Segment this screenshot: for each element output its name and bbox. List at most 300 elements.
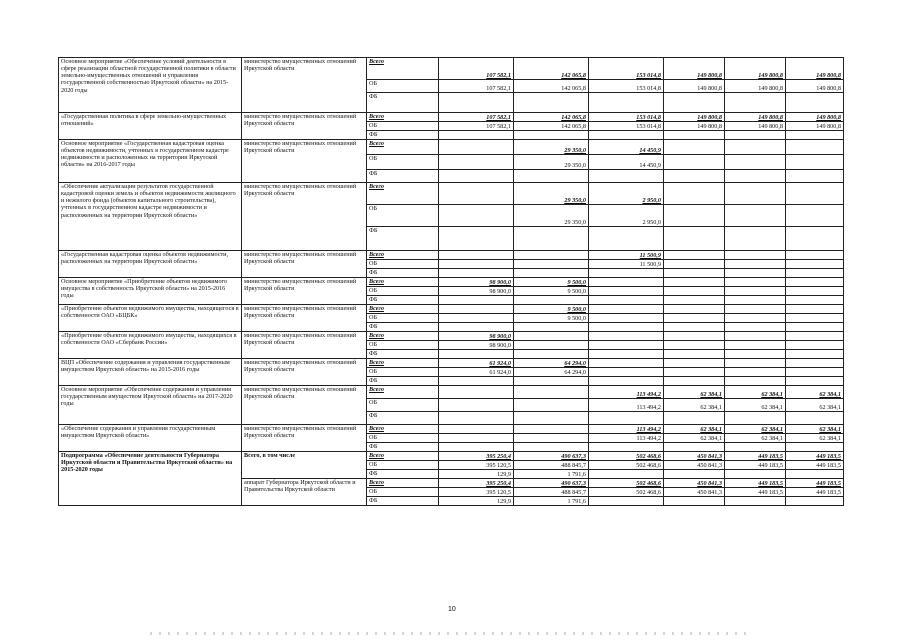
funding-source-cell: ФБ [367, 269, 439, 278]
amount-cell [664, 227, 725, 251]
funding-source-cell: Всего [367, 305, 439, 314]
responsible-cell: министерство имущественных отношений Иркутской области [242, 113, 367, 140]
amount-cell [514, 386, 589, 399]
amount-cell: 29 350,0 [514, 183, 589, 205]
amount-cell: 62 384,1 [664, 399, 725, 412]
amount-cell: 107 582,1 [439, 122, 514, 131]
amount-cell: 62 384,1 [664, 386, 725, 399]
amount-cell: 11 500,9 [589, 260, 664, 269]
amount-cell [786, 332, 844, 341]
amount-cell [439, 251, 514, 260]
amount-cell [725, 497, 786, 506]
amount-cell [786, 368, 844, 377]
funding-source-cell: ФБ [367, 93, 439, 113]
amount-cell [786, 205, 844, 227]
amount-cell [514, 341, 589, 350]
amount-cell [589, 359, 664, 368]
funding-source-cell: ОБ [367, 341, 439, 350]
amount-cell [664, 305, 725, 314]
table-row [59, 113, 844, 122]
amount-cell: 502 468,6 [589, 452, 664, 461]
amount-cell: 149 800,8 [664, 122, 725, 131]
amount-cell [439, 386, 514, 399]
amount-cell [786, 170, 844, 183]
amount-cell [664, 93, 725, 113]
amount-cell [589, 278, 664, 287]
amount-cell [664, 323, 725, 332]
amount-cell: 113 494,2 [589, 386, 664, 399]
table-row [59, 58, 844, 80]
funding-source-cell: ОБ [367, 205, 439, 227]
funding-source-cell: Всего [367, 113, 439, 122]
amount-cell: 488 845,7 [514, 488, 589, 497]
amount-cell [514, 332, 589, 341]
amount-cell: 107 582,1 [439, 80, 514, 93]
amount-cell: 64 294,0 [514, 359, 589, 368]
amount-cell [439, 305, 514, 314]
responsible-cell: министерство имущественных отношений Иркутской области [242, 251, 367, 278]
amount-cell: 98 900,0 [439, 278, 514, 287]
activity-name-cell: Основное мероприятие «Государственная кадастровая оценка объектов недвижимости, учтенных в государственном кадастре недвижимости и расположенных на территории Иркутской области» на 2016-2017 годы [59, 140, 242, 183]
amount-cell [664, 296, 725, 305]
amount-cell: 502 468,6 [589, 479, 664, 488]
activity-name-cell: Основное мероприятие «Обеспечение содержания и управления государственным имуществом Иркутской области» на 2017-2020 годы [59, 386, 242, 425]
amount-cell: 129,9 [439, 470, 514, 479]
amount-cell [439, 93, 514, 113]
amount-cell: 450 841,3 [664, 488, 725, 497]
table-row [59, 386, 844, 399]
amount-cell [514, 227, 589, 251]
amount-cell [664, 497, 725, 506]
activity-name-cell: «Приобретение объектов недвижимого имущества, находящегося в собственности ОАО «БЦБК» [59, 305, 242, 332]
amount-cell [725, 377, 786, 386]
amount-cell: 62 384,1 [725, 399, 786, 412]
amount-cell [664, 155, 725, 170]
amount-cell: 29 350,0 [514, 205, 589, 227]
activity-name-cell: Подпрограмма «Обеспечение деятельности Губернатора Иркутской области и Правительства Иркутской области» на 2015-2020 годы [59, 452, 242, 506]
amount-cell [514, 399, 589, 412]
amount-cell [786, 183, 844, 205]
amount-cell: 62 384,1 [786, 425, 844, 434]
amount-cell [589, 314, 664, 323]
amount-cell: 502 468,6 [589, 488, 664, 497]
amount-cell [589, 350, 664, 359]
amount-cell [439, 140, 514, 155]
funding-source-cell: ОБ [367, 155, 439, 170]
amount-cell [439, 269, 514, 278]
amount-cell [786, 260, 844, 269]
funding-source-cell: Всего [367, 332, 439, 341]
amount-cell: 107 582,1 [439, 113, 514, 122]
funding-source-cell: ФБ [367, 412, 439, 425]
funding-source-cell: Всего [367, 278, 439, 287]
amount-cell [664, 332, 725, 341]
amount-cell [514, 377, 589, 386]
budget-table [58, 57, 844, 506]
amount-cell [725, 227, 786, 251]
amount-cell [589, 296, 664, 305]
amount-cell [664, 470, 725, 479]
amount-cell [439, 205, 514, 227]
amount-cell: 9 500,0 [514, 287, 589, 296]
amount-cell [439, 434, 514, 443]
amount-cell [439, 170, 514, 183]
amount-cell: 153 014,8 [589, 58, 664, 80]
amount-cell [725, 287, 786, 296]
funding-source-cell: ОБ [367, 399, 439, 412]
funding-source-cell: ФБ [367, 227, 439, 251]
amount-cell [725, 412, 786, 425]
amount-cell: 29 350,0 [514, 155, 589, 170]
table-row [59, 425, 844, 434]
amount-cell [725, 93, 786, 113]
amount-cell [514, 412, 589, 425]
amount-cell: 153 014,8 [589, 122, 664, 131]
activity-name-cell: «Обеспечение содержания и управления государственным имуществом Иркутской области» [59, 425, 242, 452]
funding-source-cell: ОБ [367, 314, 439, 323]
amount-cell: 450 841,3 [664, 461, 725, 470]
amount-cell [725, 305, 786, 314]
amount-cell [514, 251, 589, 260]
amount-cell [439, 443, 514, 452]
amount-cell [514, 425, 589, 434]
amount-cell: 149 800,8 [725, 113, 786, 122]
amount-cell: 62 384,1 [664, 434, 725, 443]
amount-cell: 2 950,0 [589, 205, 664, 227]
amount-cell [725, 323, 786, 332]
amount-cell: 62 384,1 [786, 399, 844, 412]
amount-cell [786, 296, 844, 305]
amount-cell: 490 637,3 [514, 479, 589, 488]
amount-cell: 1 791,6 [514, 470, 589, 479]
amount-cell [786, 412, 844, 425]
funding-source-cell: Всего [367, 452, 439, 461]
amount-cell: 113 494,2 [589, 399, 664, 412]
responsible-cell: аппарат Губернатора Иркутской области и Правительства Иркутской области [242, 479, 367, 506]
amount-cell [439, 227, 514, 251]
amount-cell [589, 227, 664, 251]
amount-cell [786, 470, 844, 479]
amount-cell: 395 250,4 [439, 452, 514, 461]
amount-cell: 153 014,8 [589, 113, 664, 122]
amount-cell [664, 377, 725, 386]
amount-cell: 149 800,8 [786, 113, 844, 122]
funding-source-cell: ФБ [367, 323, 439, 332]
amount-cell [664, 269, 725, 278]
amount-cell: 9 500,0 [514, 314, 589, 323]
amount-cell: 107 582,1 [439, 58, 514, 80]
table-row [59, 183, 844, 205]
amount-cell: 502 468,6 [589, 461, 664, 470]
funding-source-cell: ОБ [367, 80, 439, 93]
amount-cell [589, 443, 664, 452]
amount-cell [725, 140, 786, 155]
amount-cell: 490 637,3 [514, 452, 589, 461]
amount-cell: 98 900,0 [439, 341, 514, 350]
amount-cell: 1 791,6 [514, 497, 589, 506]
amount-cell: 142 065,8 [514, 80, 589, 93]
amount-cell [664, 341, 725, 350]
amount-cell: 142 065,8 [514, 58, 589, 80]
amount-cell: 395 120,5 [439, 488, 514, 497]
responsible-cell: министерство имущественных отношений Иркутской области [242, 386, 367, 425]
responsible-cell: министерство имущественных отношений Иркутской области [242, 183, 367, 251]
amount-cell [439, 155, 514, 170]
amount-cell [589, 368, 664, 377]
table-row [59, 332, 844, 341]
amount-cell [725, 183, 786, 205]
amount-cell [786, 305, 844, 314]
amount-cell: 449 183,5 [786, 479, 844, 488]
funding-source-cell: Всего [367, 386, 439, 399]
amount-cell [664, 443, 725, 452]
amount-cell [439, 323, 514, 332]
amount-cell [514, 170, 589, 183]
funding-source-cell: Всего [367, 425, 439, 434]
table-row [59, 305, 844, 314]
amount-cell: 64 294,0 [514, 368, 589, 377]
amount-cell [589, 332, 664, 341]
amount-cell: 449 183,5 [725, 479, 786, 488]
amount-cell [725, 155, 786, 170]
amount-cell: 449 183,5 [786, 461, 844, 470]
responsible-cell: Всего, в том числе [242, 452, 367, 479]
amount-cell [725, 205, 786, 227]
funding-source-cell: ОБ [367, 122, 439, 131]
amount-cell [786, 314, 844, 323]
responsible-cell: министерство имущественных отношений Иркутской области [242, 278, 367, 305]
responsible-cell: министерство имущественных отношений Иркутской области [242, 305, 367, 332]
amount-cell [725, 251, 786, 260]
amount-cell: 9 500,0 [514, 278, 589, 287]
amount-cell: 450 841,3 [664, 452, 725, 461]
amount-cell: 449 183,5 [725, 488, 786, 497]
amount-cell [664, 131, 725, 140]
amount-cell: 142 065,8 [514, 122, 589, 131]
amount-cell: 98 900,0 [439, 332, 514, 341]
activity-name-cell: Основное мероприятие «Приобретение объектов недвижимого имущества в собственность Иркутской области» на 2015-2016 годы [59, 278, 242, 305]
funding-source-cell: ОБ [367, 488, 439, 497]
table-row [59, 278, 844, 287]
amount-cell: 113 494,2 [589, 425, 664, 434]
amount-cell [589, 341, 664, 350]
amount-cell [589, 131, 664, 140]
funding-source-cell: Всего [367, 183, 439, 205]
amount-cell: 61 924,0 [439, 359, 514, 368]
amount-cell [725, 278, 786, 287]
amount-cell: 11 500,9 [589, 251, 664, 260]
amount-cell: 9 500,0 [514, 305, 589, 314]
amount-cell [664, 260, 725, 269]
amount-cell: 14 450,9 [589, 140, 664, 155]
amount-cell [725, 443, 786, 452]
amount-cell: 62 384,1 [725, 425, 786, 434]
amount-cell: 149 800,8 [725, 80, 786, 93]
amount-cell [786, 323, 844, 332]
funding-source-cell: ОБ [367, 260, 439, 269]
amount-cell [514, 260, 589, 269]
amount-cell [725, 350, 786, 359]
amount-cell: 149 800,8 [664, 113, 725, 122]
amount-cell [664, 368, 725, 377]
amount-cell [664, 170, 725, 183]
amount-cell [786, 287, 844, 296]
responsible-cell: министерство имущественных отношений Иркутской области [242, 359, 367, 386]
amount-cell: 2 950,0 [589, 183, 664, 205]
funding-source-cell: ОБ [367, 287, 439, 296]
amount-cell: 142 065,8 [514, 113, 589, 122]
funding-source-cell: Всего [367, 359, 439, 368]
amount-cell [439, 260, 514, 269]
amount-cell: 449 183,5 [725, 452, 786, 461]
amount-cell [725, 314, 786, 323]
amount-cell [514, 434, 589, 443]
amount-cell: 449 183,5 [786, 488, 844, 497]
amount-cell [725, 260, 786, 269]
funding-source-cell: ФБ [367, 170, 439, 183]
amount-cell [725, 470, 786, 479]
amount-cell: 449 183,5 [786, 452, 844, 461]
table-row [59, 140, 844, 155]
amount-cell [514, 93, 589, 113]
amount-cell [664, 205, 725, 227]
amount-cell [589, 287, 664, 296]
amount-cell [589, 93, 664, 113]
funding-source-cell: ФБ [367, 350, 439, 359]
amount-cell [786, 131, 844, 140]
amount-cell [514, 296, 589, 305]
table-row [59, 251, 844, 260]
amount-cell: 149 800,8 [725, 58, 786, 80]
amount-cell [514, 350, 589, 359]
activity-name-cell: «Государственная кадастровая оценка объектов недвижимости, расположенных на территории Иркутской области» [59, 251, 242, 278]
amount-cell [786, 269, 844, 278]
amount-cell: 62 384,1 [664, 425, 725, 434]
amount-cell [589, 377, 664, 386]
funding-source-cell: ФБ [367, 443, 439, 452]
amount-cell [664, 350, 725, 359]
amount-cell [664, 183, 725, 205]
amount-cell [725, 341, 786, 350]
amount-cell [786, 443, 844, 452]
amount-cell [589, 323, 664, 332]
activity-name-cell: ВЦП «Обеспечение содержания и управления государственным имуществом Иркутской области» на 2015-2016 годы [59, 359, 242, 386]
amount-cell: 129,9 [439, 497, 514, 506]
amount-cell [786, 227, 844, 251]
amount-cell [439, 412, 514, 425]
amount-cell [514, 269, 589, 278]
amount-cell [786, 278, 844, 287]
funding-source-cell: Всего [367, 140, 439, 155]
amount-cell [725, 368, 786, 377]
amount-cell [786, 155, 844, 170]
amount-cell [786, 497, 844, 506]
funding-source-cell: Всего [367, 58, 439, 80]
amount-cell: 488 845,7 [514, 461, 589, 470]
amount-cell: 62 384,1 [725, 386, 786, 399]
amount-cell [664, 278, 725, 287]
amount-cell [439, 350, 514, 359]
amount-cell [439, 131, 514, 140]
amount-cell [786, 359, 844, 368]
funding-source-cell: ФБ [367, 296, 439, 305]
amount-cell [786, 251, 844, 260]
amount-cell [439, 377, 514, 386]
amount-cell [439, 183, 514, 205]
amount-cell [786, 93, 844, 113]
amount-cell [786, 140, 844, 155]
amount-cell [514, 323, 589, 332]
amount-cell [439, 399, 514, 412]
amount-cell [664, 412, 725, 425]
amount-cell [725, 359, 786, 368]
amount-cell [514, 443, 589, 452]
responsible-cell: министерство имущественных отношений Иркутской области [242, 140, 367, 183]
page-number: 10 [448, 606, 456, 613]
scan-artifact [150, 632, 750, 635]
amount-cell [589, 305, 664, 314]
amount-cell [664, 251, 725, 260]
amount-cell [664, 359, 725, 368]
amount-cell: 149 800,8 [786, 122, 844, 131]
amount-cell [439, 425, 514, 434]
funding-source-cell: ОБ [367, 368, 439, 377]
amount-cell: 62 384,1 [786, 386, 844, 399]
amount-cell [786, 377, 844, 386]
funding-source-cell: ОБ [367, 461, 439, 470]
amount-cell [725, 269, 786, 278]
amount-cell [664, 140, 725, 155]
amount-cell [589, 412, 664, 425]
amount-cell: 149 800,8 [786, 58, 844, 80]
amount-cell [589, 170, 664, 183]
amount-cell [725, 296, 786, 305]
amount-cell: 149 800,8 [725, 122, 786, 131]
amount-cell [589, 497, 664, 506]
amount-cell: 149 800,8 [664, 58, 725, 80]
amount-cell: 61 924,0 [439, 368, 514, 377]
amount-cell [725, 131, 786, 140]
amount-cell [439, 314, 514, 323]
activity-name-cell: Основное мероприятие «Обеспечение условий деятельности в сфере реализации областной государственной политики в области земельно-имущественных отношений и управления государственной собственностью Иркутской области» на 2015-2020 годы [59, 58, 242, 113]
amount-cell [664, 314, 725, 323]
responsible-cell: министерство имущественных отношений Иркутской области [242, 58, 367, 113]
amount-cell: 449 183,5 [725, 461, 786, 470]
amount-cell [589, 470, 664, 479]
responsible-cell: министерство имущественных отношений Иркутской области [242, 332, 367, 359]
amount-cell [786, 350, 844, 359]
amount-cell: 62 384,1 [786, 434, 844, 443]
amount-cell [514, 131, 589, 140]
amount-cell: 153 014,8 [589, 80, 664, 93]
amount-cell: 98 900,0 [439, 287, 514, 296]
table-row [59, 452, 844, 461]
amount-cell [786, 341, 844, 350]
amount-cell: 395 250,4 [439, 479, 514, 488]
amount-cell [725, 332, 786, 341]
amount-cell: 62 384,1 [725, 434, 786, 443]
amount-cell: 29 350,0 [514, 140, 589, 155]
funding-source-cell: Всего [367, 251, 439, 260]
amount-cell: 113 494,2 [589, 434, 664, 443]
funding-source-cell: ФБ [367, 131, 439, 140]
responsible-cell: министерство имущественных отношений Иркутской области [242, 425, 367, 452]
amount-cell: 395 120,5 [439, 461, 514, 470]
activity-name-cell: «Приобретение объектов недвижимого имущества, находящихся в собственности ОАО «Сбербанк России» [59, 332, 242, 359]
amount-cell [589, 269, 664, 278]
activity-name-cell: «Обеспечение актуализации результатов государственной кадастровой оценки земель и объектов недвижимости жилищного и нежилого фонда (объектов капитального строительства), учтенных в государственном кадастре недвижимости и расположенных на территории Иркутской области» [59, 183, 242, 251]
funding-source-cell: ФБ [367, 377, 439, 386]
